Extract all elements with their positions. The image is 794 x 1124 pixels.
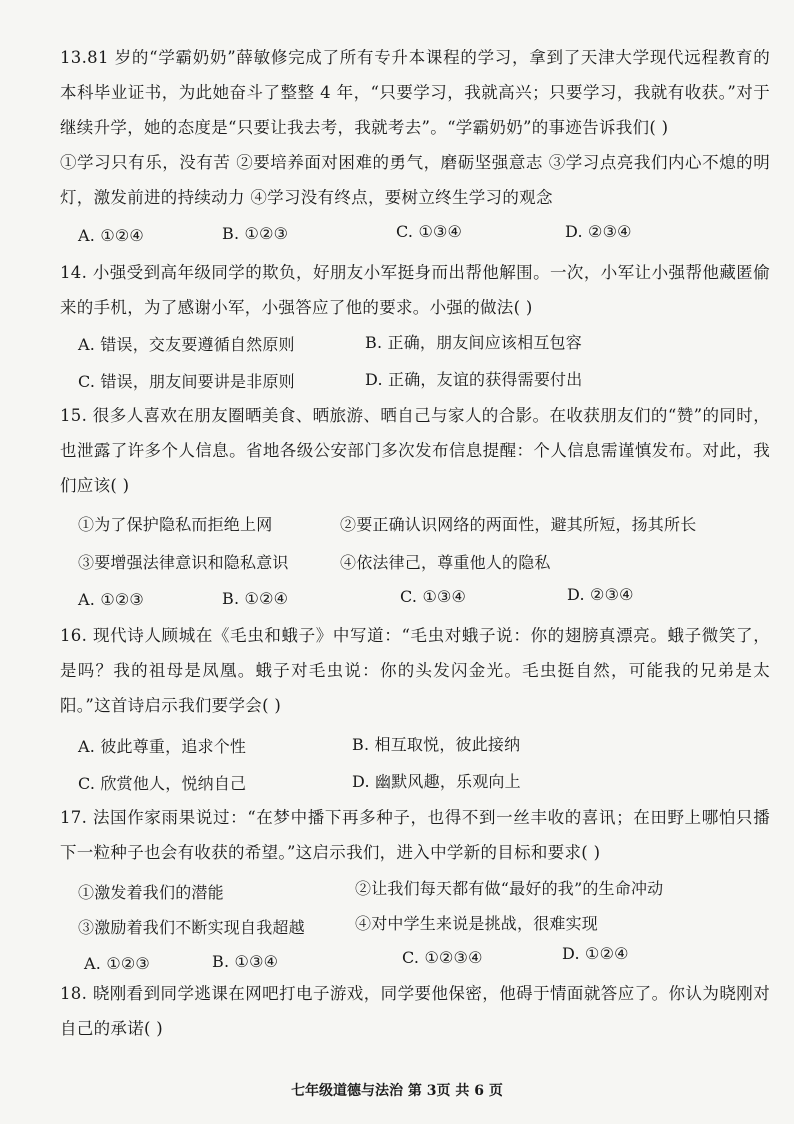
q14-choice-d: D. 正确，友谊的获得需要付出 <box>365 370 583 389</box>
q15-item-4: ④依法律己，尊重他人的隐私 <box>340 553 551 572</box>
q17-choice-a: A. ①②③ <box>84 954 150 973</box>
q17-item-4: ④对中学生来说是挑战，很难实现 <box>355 914 599 933</box>
q16-choice-a: A. 彼此尊重，追求个性 <box>78 737 247 756</box>
q16-choice-b: B. 相互取悦，彼此接纳 <box>352 735 521 754</box>
question-17-stem: 17. 法国作家雨果说过：“在梦中播下再多种子，也得不到一丝丰收的喜讯；在田野上哪怕只播下一粒种子也会有收获的希望。”这启示我们，进入中学新的目标和要求( ) <box>60 808 770 862</box>
question-14-stem: 14. 小强受到高年级同学的欺负，好朋友小军挺身而出帮他解围。一次，小军让小强帮他藏匿偷来的手机，为了感谢小军，小强答应了他的要求。小强的做法( ) <box>60 263 770 317</box>
q17-item-1: ①激发着我们的潜能 <box>78 883 224 902</box>
q15-choice-d: D. ②③④ <box>567 585 634 604</box>
q16-choice-d: D. 幽默风趣，乐观向上 <box>352 772 521 791</box>
question-13-stem: 13.81 岁的“学霸奶奶”薛敏修完成了所有专升本课程的学习，拿到了天津大学现代远程教育的本科毕业证书，为此她奋斗了整整 4 年，“只要学习，我就高兴；只要学习，我就有收获。”对于继续升学，她的态度是“只要让我去考，我就考去”。“学霸奶奶”的事迹告诉我们( ) <box>60 48 770 137</box>
q13-choice-d: D. ②③④ <box>565 222 632 241</box>
q14-choice-a: A. 错误，交友要遵循自然原则 <box>78 335 295 354</box>
question-18-stem: 18. 晓刚看到同学逃课在网吧打电子游戏，同学要他保密，他碍于情面就答应了。你认为晓刚对自己的承诺( ) <box>60 984 770 1038</box>
q17-item-3: ③激励着我们不断实现自我超越 <box>78 918 305 937</box>
q17-choice-d: D. ①②④ <box>562 944 629 963</box>
q15-item-3: ③要增强法律意识和隐私意识 <box>78 553 289 572</box>
page-footer: 七年级道德与法治 第 3页 共 6 页 <box>291 1083 503 1099</box>
q17-choice-c: C. ①②③④ <box>402 948 483 967</box>
q16-choice-c: C. 欣赏他人，悦纳自己 <box>78 774 247 793</box>
q17-item-2: ②让我们每天都有做“最好的我”的生命冲动 <box>355 879 664 898</box>
question-13-items: ①学习只有乐，没有苦 ②要培养面对困难的勇气，磨砺坚强意志 ③学习点亮我们内心不熄的明灯，激发前进的持续动力 ④学习没有终点，要树立终生学习的观念 <box>60 153 770 207</box>
q14-choice-c: C. 错误，朋友间要讲是非原则 <box>78 372 295 391</box>
q15-choice-b: B. ①②④ <box>222 589 289 608</box>
q13-choice-b: B. ①②③ <box>222 224 289 243</box>
q15-item-1: ①为了保护隐私而拒绝上网 <box>78 515 273 534</box>
q14-choice-b: B. 正确，朋友间应该相互包容 <box>365 333 582 352</box>
q15-item-2: ②要正确认识网络的两面性，避其所短，扬其所长 <box>340 515 697 534</box>
q13-choice-a: A. ①②④ <box>78 226 144 245</box>
question-16-stem: 16. 现代诗人顾城在《毛虫和蛾子》中写道：“毛虫对蛾子说：你的翅膀真漂亮。蛾子微笑了，是吗？我的祖母是凤凰。蛾子对毛虫说：你的头发闪金光。毛虫挺自然，可能我的兄弟是太阳。”这首诗启示我们要学会( ) <box>60 626 770 715</box>
q15-choice-a: A. ①②③ <box>78 590 144 609</box>
q15-choice-c: C. ①③④ <box>400 587 467 606</box>
q17-choice-b: B. ①③④ <box>212 952 279 971</box>
question-15-stem: 15. 很多人喜欢在朋友圈晒美食、晒旅游、晒自己与家人的合影。在收获朋友们的“赞”的同时，也泄露了许多个人信息。省地各级公安部门多次发布信息提醒：个人信息需谨慎发布。对此，我们应该( ) <box>60 406 770 495</box>
q13-choice-c: C. ①③④ <box>396 222 463 241</box>
